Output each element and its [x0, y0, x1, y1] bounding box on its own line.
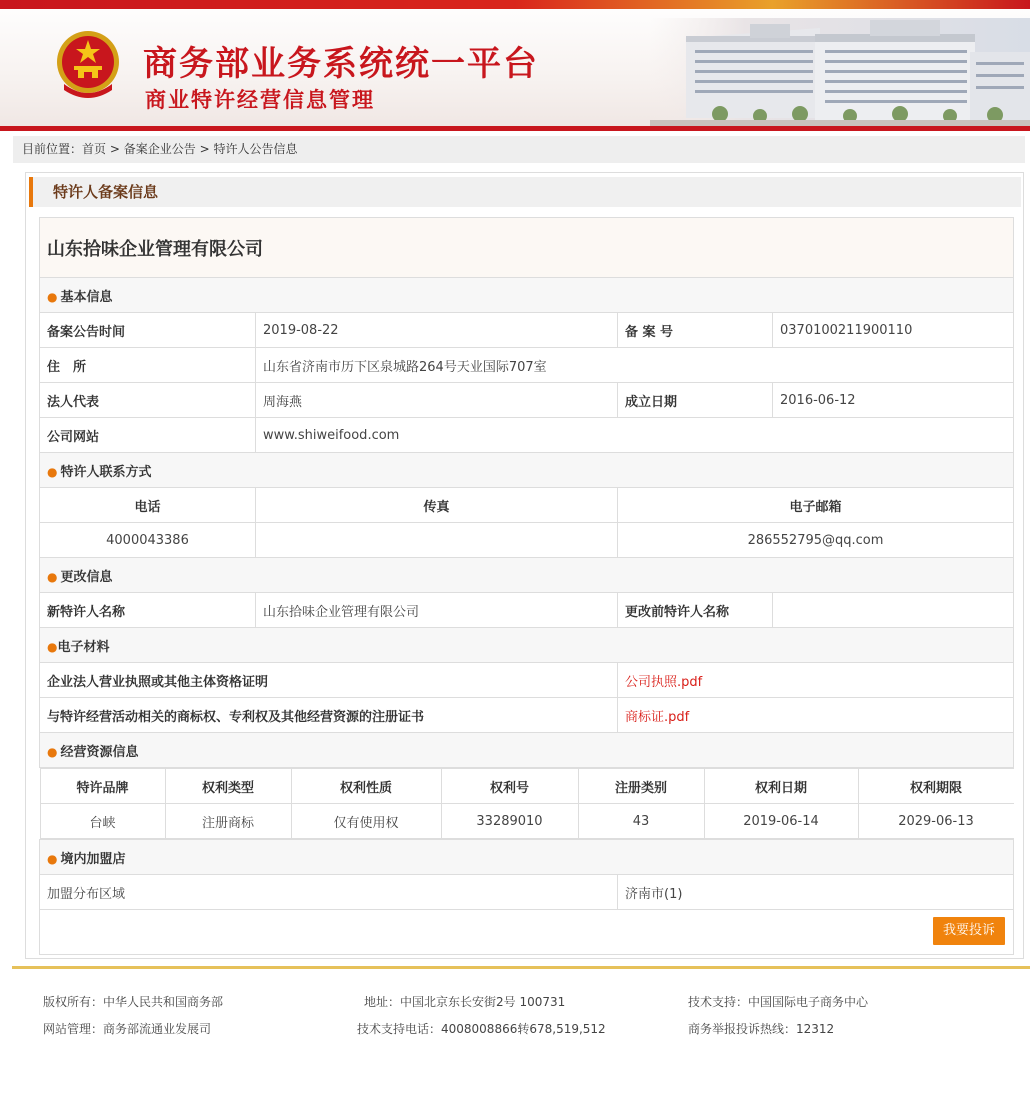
footer-hotline: 商务举报投诉热线：12312	[688, 1022, 835, 1036]
section-title: 特许人备案信息	[29, 177, 1021, 207]
bullet-dot-icon: ●	[47, 464, 58, 479]
footer-tech-support: 技术支持：中国国际电子商务中心	[688, 995, 869, 1009]
contact-title: 特许人联系方式	[60, 464, 152, 480]
founded-date-value: 2016-06-12	[773, 383, 1014, 418]
right-number-cell: 33289010	[441, 804, 578, 839]
address-label: 住 所	[40, 348, 256, 383]
national-emblem-icon	[54, 28, 122, 100]
action-row	[40, 910, 1014, 955]
right-nature-cell: 仅有使用权	[291, 804, 441, 839]
site-header	[0, 0, 1030, 131]
bullet-dot-icon: ●	[47, 744, 58, 759]
complaint-button[interactable]: 我要投诉	[933, 917, 1005, 945]
old-name-label: 更改前特许人名称	[618, 593, 773, 628]
right-type-cell: 注册商标	[165, 804, 291, 839]
website-label: 公司网站	[40, 418, 256, 453]
col-right-nature-header: 权利性质	[291, 769, 441, 804]
record-number-label: 备 案 号	[618, 313, 773, 348]
change-info-title: 更改信息	[60, 569, 113, 585]
site-subtitle: 商业特许经营信息管理	[145, 88, 375, 112]
breadcrumb-prefix: 目前位置：	[22, 142, 83, 156]
materials-heading	[40, 628, 1014, 663]
legal-representative-value: 周海燕	[256, 383, 618, 418]
stores-title: 境内加盟店	[60, 851, 126, 867]
footer-address: 地址：中国北京东长安街2号 100731	[364, 995, 566, 1009]
ministry-building-illustration	[650, 18, 1030, 126]
resources-header-row	[40, 769, 1014, 804]
footer-site-admin: 网站管理：商务部流通业发展司	[43, 1022, 212, 1036]
change-info-heading	[40, 558, 1014, 593]
bullet-dot-icon: ●	[47, 639, 58, 654]
header-top-bar	[0, 0, 1030, 9]
store-area-label: 加盟分布区域	[40, 875, 618, 910]
company-name: 山东拾味企业管理有限公司	[40, 218, 1014, 278]
resources-heading	[40, 733, 1014, 768]
right-term-cell: 2029-06-13	[858, 804, 1014, 839]
breadcrumb-current: 特许人公告信息	[213, 142, 298, 156]
materials-title: 电子材料	[57, 639, 110, 655]
license-label: 企业法人营业执照或其他主体资格证明	[40, 663, 618, 698]
store-area-value: 济南市(1)	[618, 875, 1014, 910]
footer-divider	[12, 966, 1030, 969]
header-bottom-bar	[0, 126, 1030, 131]
reg-class-cell: 43	[578, 804, 704, 839]
col-right-term-header: 权利期限	[858, 769, 1014, 804]
address-value: 山东省济南市历下区泉城路264号天业国际707室	[256, 348, 1014, 383]
footer-copyright: 版权所有：中华人民共和国商务部	[43, 995, 224, 1009]
col-right-date-header: 权利日期	[704, 769, 858, 804]
record-number-value: 0370100211900110	[773, 313, 1014, 348]
license-pdf-link[interactable]: 公司执照.pdf	[625, 674, 703, 690]
fax-header: 传真	[256, 488, 618, 523]
site-title: 商务部业务系统统一平台	[143, 44, 539, 84]
table-row	[40, 804, 1014, 839]
resources-table	[40, 768, 1014, 839]
phone-header: 电话	[40, 488, 256, 523]
new-name-value: 山东拾味企业管理有限公司	[256, 593, 618, 628]
legal-representative-label: 法人代表	[40, 383, 256, 418]
breadcrumb-home-link[interactable]: 首页	[82, 142, 107, 156]
franchisor-info-table	[39, 217, 1014, 955]
bullet-dot-icon: ●	[47, 289, 58, 304]
contact-heading	[40, 453, 1014, 488]
col-right-type-header: 权利类型	[165, 769, 291, 804]
right-date-cell: 2019-06-14	[704, 804, 858, 839]
breadcrumb-separator: >	[199, 142, 210, 156]
email-value: 286552795@qq.com	[618, 523, 1014, 558]
old-name-value	[773, 593, 1014, 628]
col-reg-class-header: 注册类别	[578, 769, 704, 804]
col-right-number-header: 权利号	[441, 769, 578, 804]
breadcrumb-announcements-link[interactable]: 备案企业公告	[123, 142, 196, 156]
brand-cell: 台峡	[40, 804, 165, 839]
fax-value	[256, 523, 618, 558]
breadcrumb	[13, 136, 1025, 163]
bullet-dot-icon: ●	[47, 851, 58, 866]
website-value: www.shiweifood.com	[256, 418, 1014, 453]
email-header: 电子邮箱	[618, 488, 1014, 523]
trademark-pdf-link[interactable]: 商标证.pdf	[625, 709, 690, 725]
stores-heading	[40, 840, 1014, 875]
announce-time-value: 2019-08-22	[256, 313, 618, 348]
founded-date-label: 成立日期	[618, 383, 773, 418]
announce-time-label: 备案公告时间	[40, 313, 256, 348]
footer-tech-phone: 技术支持电话：4008008866转678,519,512	[357, 1022, 606, 1036]
bullet-dot-icon: ●	[47, 569, 58, 584]
phone-value: 4000043386	[40, 523, 256, 558]
resources-title: 经营资源信息	[60, 744, 139, 760]
basic-info-title: 基本信息	[60, 289, 113, 305]
trademark-label: 与特许经营活动相关的商标权、专利权及其他经营资源的注册证书	[40, 698, 618, 733]
breadcrumb-separator: >	[109, 142, 120, 156]
col-brand-header: 特许品牌	[40, 769, 165, 804]
new-name-label: 新特许人名称	[40, 593, 256, 628]
basic-info-heading	[40, 278, 1014, 313]
